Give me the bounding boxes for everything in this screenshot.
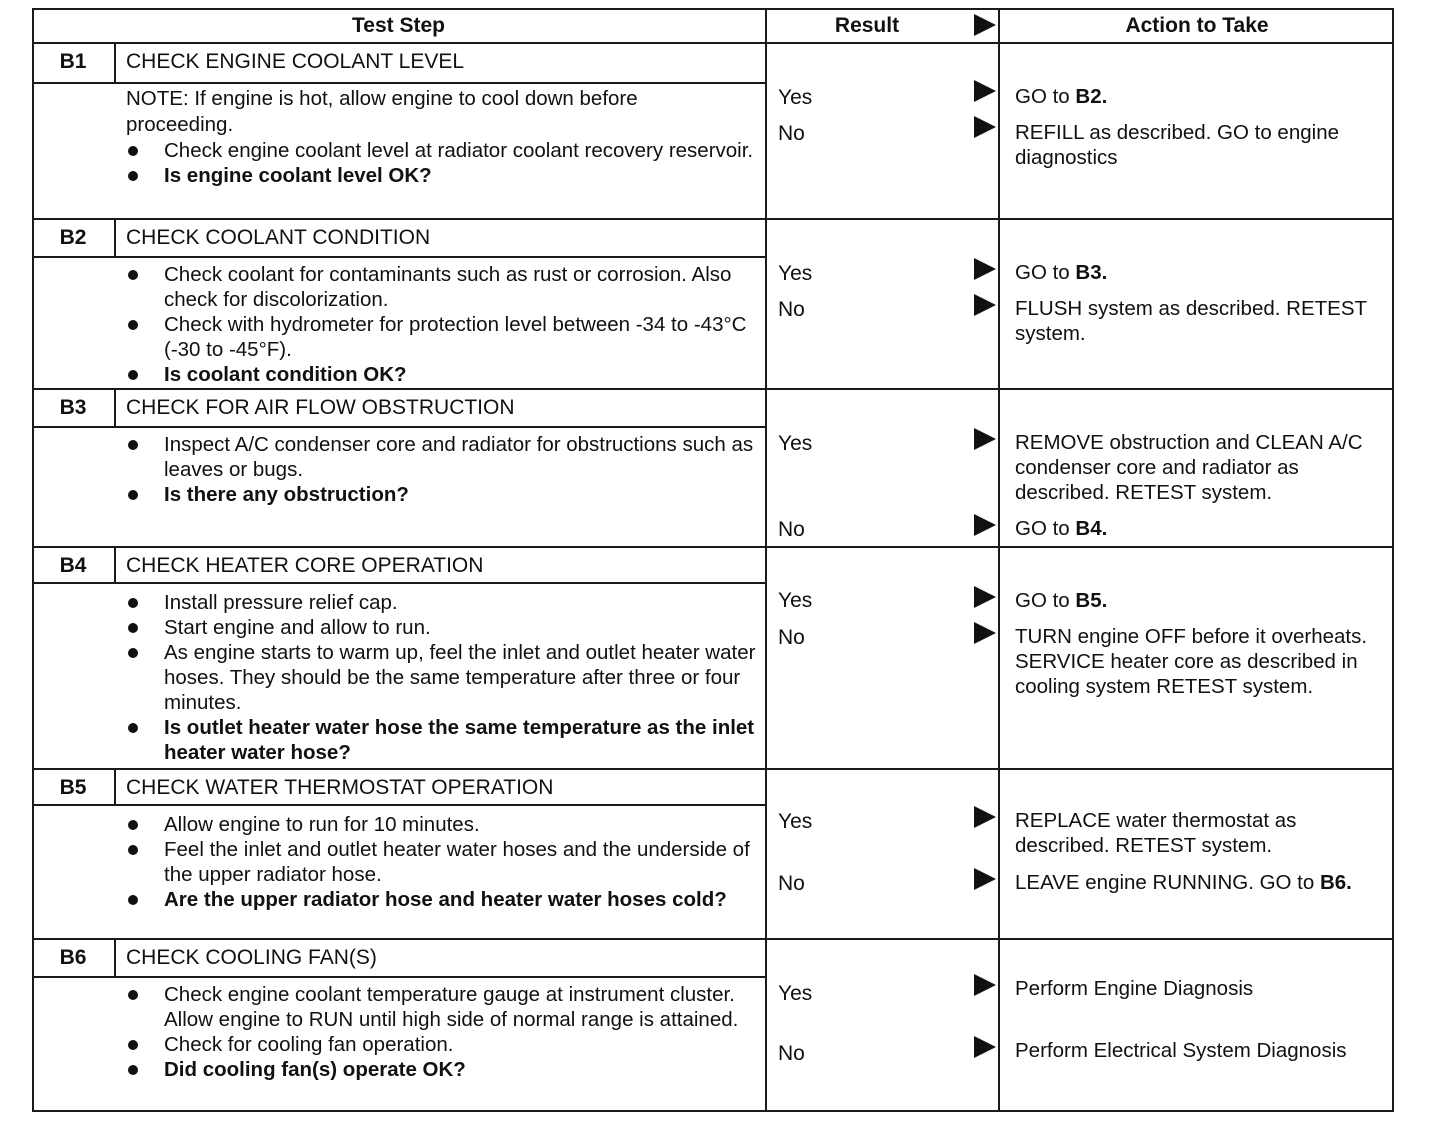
result-label: Yes <box>778 262 813 285</box>
section-divider <box>32 546 1394 548</box>
step-title: CHECK HEATER CORE OPERATION <box>126 554 484 577</box>
bullet-icon <box>128 820 138 830</box>
instruction-item <box>124 312 764 362</box>
step-title: CHECK FOR AIR FLOW OBSTRUCTION <box>126 396 515 419</box>
result-arrow-icon <box>974 586 996 608</box>
instruction-text: Check with hydrometer for protection level between -34 to -43°C (-30 to -45°F). <box>164 313 747 361</box>
action-plain: Perform Engine Diagnosis <box>1015 977 1254 1000</box>
instruction-text: Is there any obstruction? <box>164 483 409 506</box>
action-plain: REMOVE obstruction and CLEAN A/C condenser core and radiator as described. RETEST system. <box>1015 431 1363 504</box>
result-arrow-icon <box>974 868 996 890</box>
step-id: B2 <box>59 226 87 249</box>
action-step-ref: B5. <box>1075 589 1108 612</box>
instruction-item <box>124 640 764 715</box>
instruction-text: Inspect A/C condenser core and radiator for obstructions such as leaves or bugs. <box>164 433 754 481</box>
question-item <box>124 1057 764 1082</box>
step-id: B3 <box>59 396 87 419</box>
result-label: No <box>778 518 805 541</box>
section-divider <box>32 388 1394 390</box>
result-label: Yes <box>778 589 813 612</box>
header-arrow-icon <box>974 14 996 36</box>
title-divider <box>32 976 765 978</box>
bullet-icon <box>128 1040 138 1050</box>
action-text <box>1015 260 1385 285</box>
instruction-text: Check engine coolant temperature gauge at instrument cluster. Allow engine to RUN until high side of normal range is attained. <box>164 983 739 1031</box>
result-arrow-icon <box>974 80 996 102</box>
step-instructions <box>124 138 764 188</box>
action-step-ref: B2. <box>1075 85 1108 108</box>
result-arrow-icon <box>974 974 996 996</box>
divider-result-column <box>765 8 767 1112</box>
bullet-icon <box>128 370 138 380</box>
header-result: Result <box>834 14 900 37</box>
diagnostic-table <box>32 8 1394 1112</box>
instruction-item <box>124 982 764 1032</box>
action-text <box>1015 430 1385 505</box>
instruction-text: Check coolant for contaminants such as rust or corrosion. Also check for discolorization. <box>164 263 732 311</box>
action-step-ref: B6. <box>1319 871 1352 894</box>
id-divider <box>114 44 116 84</box>
bullet-icon <box>128 623 138 633</box>
step-id: B1 <box>59 50 87 73</box>
bullet-icon <box>128 490 138 500</box>
step-id: B6 <box>59 946 87 969</box>
step-id: B5 <box>59 776 87 799</box>
bullet-icon <box>128 598 138 608</box>
instruction-item <box>124 262 764 312</box>
action-text <box>1015 1038 1385 1063</box>
action-step-ref: B4. <box>1075 517 1108 540</box>
bullet-icon <box>128 648 138 658</box>
action-plain: GO to <box>1015 589 1076 612</box>
result-arrow-icon <box>974 428 996 450</box>
action-text <box>1015 588 1385 613</box>
action-plain: GO to <box>1015 85 1076 108</box>
result-arrow-icon <box>974 514 996 536</box>
title-divider <box>32 582 765 584</box>
step-title: CHECK ENGINE COOLANT LEVEL <box>126 50 465 73</box>
action-step-ref: B3. <box>1075 261 1108 284</box>
result-label: Yes <box>778 982 813 1005</box>
action-text <box>1015 624 1385 699</box>
bullet-icon <box>128 440 138 450</box>
question-item <box>124 482 764 507</box>
step-instructions <box>124 262 764 387</box>
bullet-icon <box>128 1065 138 1075</box>
step-title: CHECK WATER THERMOSTAT OPERATION <box>126 776 554 799</box>
action-text <box>1015 120 1385 170</box>
instruction-item <box>124 432 764 482</box>
action-plain: TURN engine OFF before it overheats. SERVICE heater core as described in cooling system RETEST system. <box>1015 625 1368 698</box>
action-plain: REFILL as described. GO to engine diagnostics <box>1015 121 1339 169</box>
instruction-item <box>124 615 764 640</box>
instruction-item <box>124 590 764 615</box>
result-arrow-icon <box>974 258 996 280</box>
result-label: No <box>778 872 805 895</box>
result-label: Yes <box>778 86 813 109</box>
section-divider <box>32 938 1394 940</box>
bullet-icon <box>128 270 138 280</box>
step-id: B4 <box>59 554 87 577</box>
bullet-icon <box>128 320 138 330</box>
question-item <box>124 715 764 765</box>
instruction-text: Check for cooling fan operation. <box>164 1033 454 1056</box>
result-arrow-icon <box>974 294 996 316</box>
question-item <box>124 163 764 188</box>
header-divider <box>32 42 1394 44</box>
action-plain: GO to <box>1015 261 1076 284</box>
instruction-item <box>124 812 764 837</box>
section-divider <box>32 768 1394 770</box>
result-label: No <box>778 1042 805 1065</box>
result-label: Yes <box>778 810 813 833</box>
divider-action-column <box>998 8 1000 1112</box>
action-text <box>1015 808 1385 858</box>
title-divider <box>32 426 765 428</box>
action-plain: GO to <box>1015 517 1076 540</box>
instruction-text: Start engine and allow to run. <box>164 616 431 639</box>
step-instructions <box>124 982 764 1082</box>
bullet-icon <box>128 895 138 905</box>
result-arrow-icon <box>974 1036 996 1058</box>
action-text <box>1015 870 1385 895</box>
bullet-icon <box>128 146 138 156</box>
id-divider <box>114 770 116 806</box>
result-arrow-icon <box>974 622 996 644</box>
step-instructions <box>124 432 764 507</box>
instruction-text: Feel the inlet and outlet heater water hoses and the underside of the upper radiator hose. <box>164 838 750 886</box>
action-text <box>1015 516 1385 541</box>
title-divider <box>32 82 765 84</box>
instruction-item <box>124 138 764 163</box>
result-label: Yes <box>778 432 813 455</box>
instruction-item <box>124 837 764 887</box>
action-text <box>1015 976 1385 1001</box>
instruction-text: Are the upper radiator hose and heater water hoses cold? <box>164 888 727 911</box>
bullet-icon <box>128 171 138 181</box>
instruction-text: Install pressure relief cap. <box>164 591 398 614</box>
step-instructions <box>124 812 764 912</box>
instruction-text: Allow engine to run for 10 minutes. <box>164 813 480 836</box>
result-label: No <box>778 122 805 145</box>
action-plain: Perform Electrical System Diagnosis <box>1015 1039 1347 1062</box>
id-divider <box>114 548 116 584</box>
action-plain: LEAVE engine RUNNING. GO to <box>1015 871 1320 894</box>
section-divider <box>32 218 1394 220</box>
instruction-text: Check engine coolant level at radiator coolant recovery reservoir. <box>164 139 754 162</box>
bullet-icon <box>128 990 138 1000</box>
question-item <box>124 887 764 912</box>
bullet-icon <box>128 845 138 855</box>
header-test-step: Test Step <box>352 14 445 37</box>
step-title: CHECK COOLANT CONDITION <box>126 226 431 249</box>
action-text <box>1015 296 1385 346</box>
instruction-text: Is outlet heater water hose the same temperature as the inlet heater water hose? <box>164 716 755 764</box>
instruction-text: Did cooling fan(s) operate OK? <box>164 1058 466 1081</box>
id-divider <box>114 390 116 428</box>
header-action: Action to Take <box>1125 14 1269 37</box>
instruction-text: Is coolant condition OK? <box>164 363 407 386</box>
step-instructions <box>124 590 764 765</box>
result-arrow-icon <box>974 116 996 138</box>
action-text <box>1015 84 1385 109</box>
title-divider <box>32 804 765 806</box>
action-plain: REPLACE water thermostat as described. RETEST system. <box>1015 809 1297 857</box>
id-divider <box>114 220 116 258</box>
result-arrow-icon <box>974 806 996 828</box>
instruction-text: Is engine coolant level OK? <box>164 164 432 187</box>
step-title: CHECK COOLING FAN(S) <box>126 946 377 969</box>
step-note: NOTE: If engine is hot, allow engine to cool down before proceeding. <box>126 87 638 136</box>
question-item <box>124 362 764 387</box>
title-divider <box>32 256 765 258</box>
instruction-item <box>124 1032 764 1057</box>
bullet-icon <box>128 723 138 733</box>
result-label: No <box>778 626 805 649</box>
action-plain: FLUSH system as described. RETEST system. <box>1015 297 1367 345</box>
instruction-text: As engine starts to warm up, feel the inlet and outlet heater water hoses. They should be the same temperature after three or four minutes. <box>164 641 756 714</box>
id-divider <box>114 940 116 978</box>
result-label: No <box>778 298 805 321</box>
